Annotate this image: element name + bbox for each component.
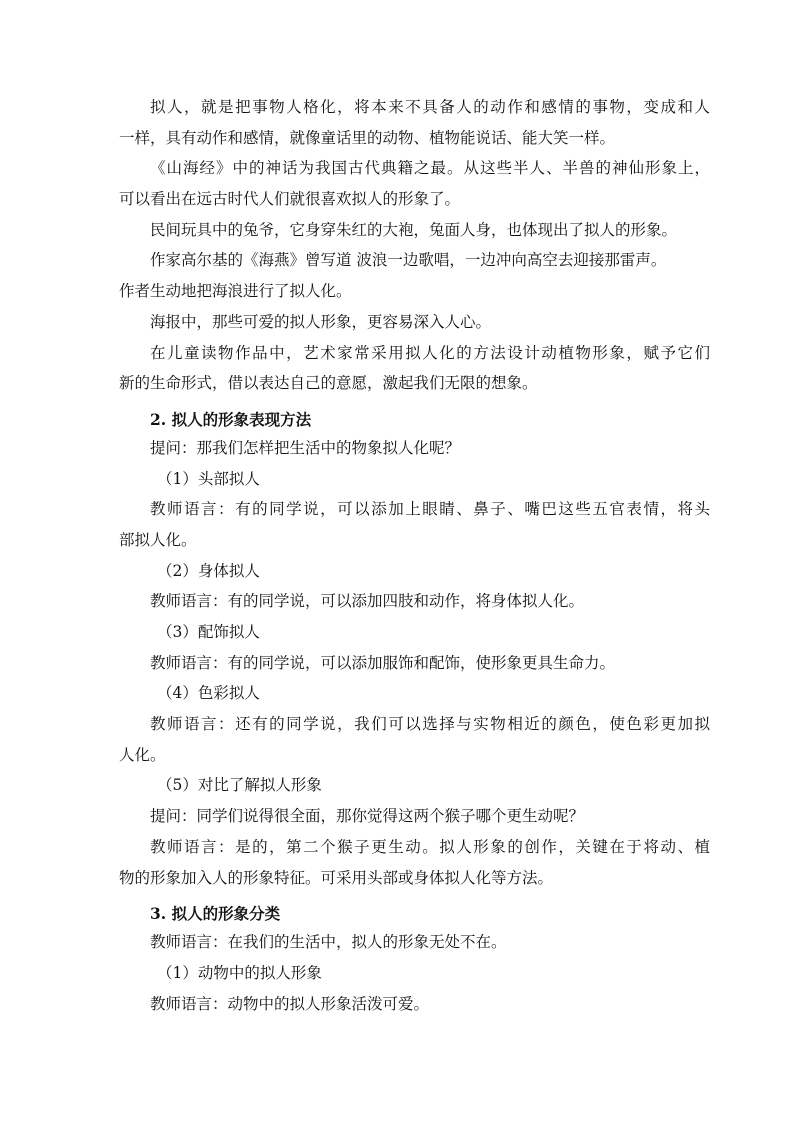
paragraph-line: 海报中，那些可爱的拟人形象，更容易深入人心。 <box>150 312 492 331</box>
paragraph-line: 在儿童读物作品中，艺术家常采用拟人化的方法设计动植物形象，赋予它们 <box>150 343 710 362</box>
subsection-title: （3）配饰拟人 <box>157 623 260 641</box>
teacher-line: 教师语言：动物中的拟人形象活泼可爱。 <box>150 994 430 1013</box>
paragraph-line: 《山海经》中的神话为我国古代典籍之最。从这些半人、半兽的神仙形象上， <box>150 159 710 178</box>
paragraph-line: 拟人，就是把事物人格化，将本来不具备人的动作和感情的事物，变成和人 <box>150 98 710 116</box>
paragraph-line: 新的生命形式，借以表达自己的意愿，激起我们无限的想象。 <box>119 374 538 393</box>
section-heading: 2. 拟人的形象表现方法 <box>150 409 312 429</box>
subsection-title: （2）身体拟人 <box>157 561 260 580</box>
paragraph-line: 作家高尔基的《海燕》曾写道 波浪一边歌唱，一边冲向高空去迎接那雷声。 <box>150 251 667 270</box>
subsection-title: （4）色彩拟人 <box>157 684 260 703</box>
section-heading: 3. 拟人的形象分类 <box>150 904 281 924</box>
teacher-line: 教师语言：还有的同学说，我们可以选择与实物相近的颜色，使色彩更加拟 <box>150 715 710 734</box>
paragraph-line: 作者生动地把海浪进行了拟人化。 <box>119 282 352 301</box>
teacher-line: 教师语言：是的，第二个猴子更生动。拟人形象的创作，关键在于将动、植 <box>150 837 710 856</box>
teacher-line: 教师语言：在我们的生活中，拟人的形象无处不在。 <box>150 933 507 952</box>
teacher-line: 教师语言：有的同学说，可以添加上眼睛、鼻子、嘴巴这些五官表情，将头 <box>150 500 710 519</box>
teacher-line: 教师语言：有的同学说，可以添加四肢和动作，将身体拟人化。 <box>150 592 585 611</box>
paragraph-line: 可以看出在远古时代人们就很喜欢拟人的形象了。 <box>119 190 461 209</box>
paragraph-line: 人化。 <box>119 745 166 764</box>
subsection-title: （1）动物中的拟人形象 <box>157 963 322 982</box>
subsection-title: （5）对比了解拟人形象 <box>157 776 322 795</box>
paragraph-line: 部拟人化。 <box>119 530 197 549</box>
paragraph-line: 一样，具有动作和感情，就像童话里的动物、植物能说话、能大笑一样。 <box>119 128 616 147</box>
question-line: 提问：那我们怎样把生活中的物象拟人化呢？ <box>150 438 461 457</box>
teacher-line: 教师语言：有的同学说，可以添加服饰和配饰，使形象更具生命力。 <box>150 653 616 672</box>
paragraph-line: 民间玩具中的兔爷，它身穿朱红的大袍，兔面人身，也体现出了拟人的形象。 <box>150 220 678 239</box>
subsection-title: （1）头部拟人 <box>157 469 260 488</box>
document-body <box>119 92 710 1019</box>
question-line: 提问：同学们说得很全面，那你觉得这两个猴子哪个更生动呢？ <box>150 807 585 826</box>
paragraph-line: 物的形象加入人的形象特征。可采用头部或身体拟人化等方法。 <box>119 868 554 887</box>
